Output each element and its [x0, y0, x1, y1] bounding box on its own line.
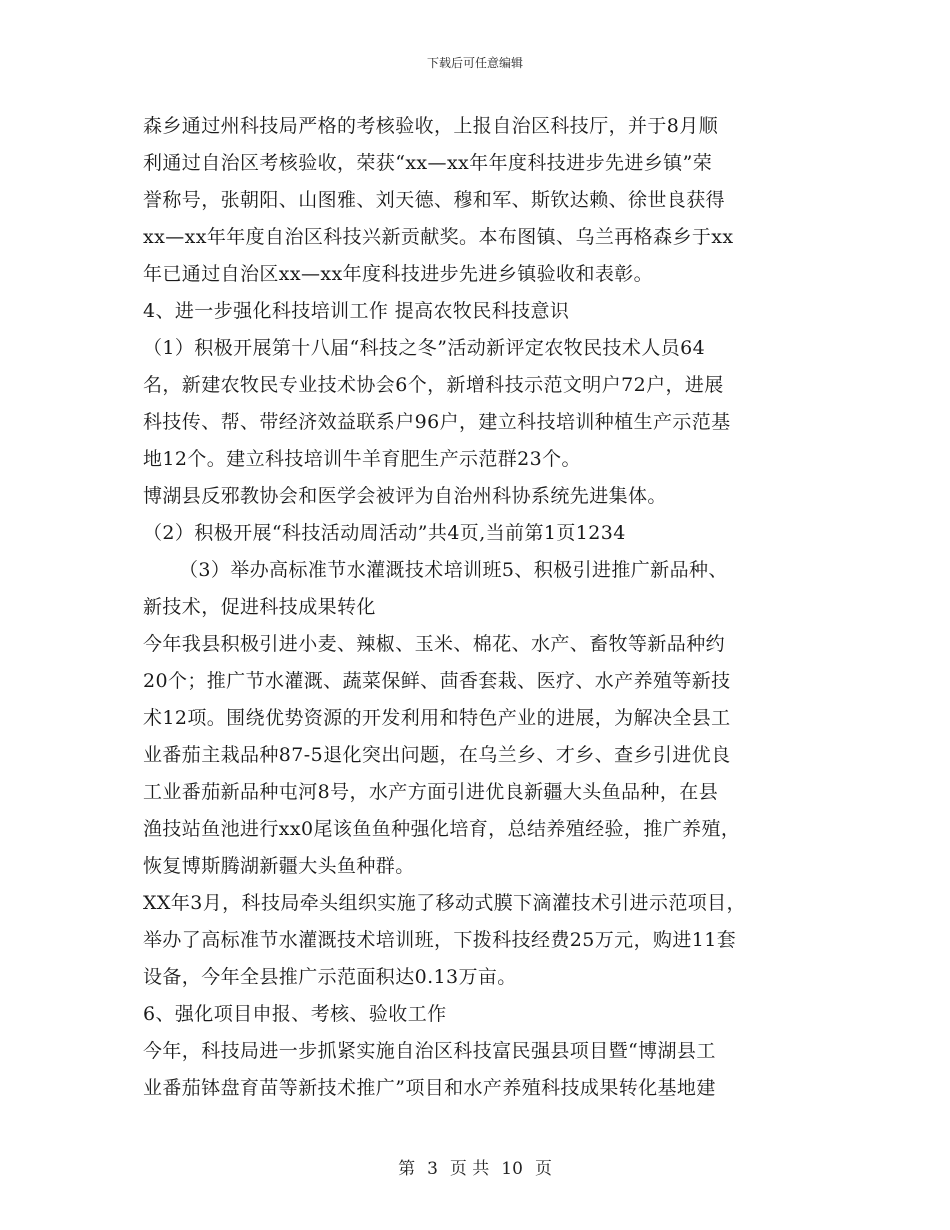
paragraph-line: XX年3月，科技局牵头组织实施了移动式膜下滴灌技术引进示范项目， — [143, 892, 746, 914]
paragraph-line: 地12个。建立科技培训牛羊育肥生产示范群23个。 — [143, 448, 581, 470]
paragraph-line: 举办了高标准节水灌溉技术培训班，下拨科技经费25万元，购进11套 — [143, 929, 737, 951]
paragraph-line: （1）积极开展第十八届“科技之冬”活动新评定农牧民技术人员64 — [143, 337, 706, 359]
paragraph-line: 新技术，促进科技成果转化 — [143, 596, 376, 618]
paragraph-line: 今年，科技局进一步抓紧实施自治区科技富民强县项目暨“博湖县工 — [143, 1040, 716, 1062]
paragraph-line: 工业番茄新品种屯河8号，水产方面引进优良新疆大头鱼品种，在县 — [143, 781, 719, 803]
paragraph-line: 恢复博斯腾湖新疆大头鱼种群。 — [143, 855, 415, 877]
paragraph-line: 渔技站鱼池进行xx0尾该鱼鱼种强化培育，总结养殖经验，推广养殖， — [143, 818, 741, 840]
paragraph-line: 术12项。围绕优势资源的开发利用和特色产业的进展，为解决全县工 — [143, 707, 731, 729]
paragraph-line: xx—xx年年度自治区科技兴新贡献奖。本布图镇、乌兰再格森乡于xx — [143, 226, 734, 248]
paragraph-line: 科技传、帮、带经济效益联系户96户，建立科技培训种植生产示范基 — [143, 411, 731, 433]
paragraph-line: 年已通过自治区xx—xx年度科技进步先进乡镇验收和表彰。 — [143, 263, 654, 285]
footer-suffix: 页 — [534, 1159, 552, 1179]
paragraph-line: 森乡通过州科技局严格的考核验收，上报自治区科技厅，并于8月顺 — [143, 115, 719, 137]
paragraph-line: 20个；推广节水灌溉、蔬菜保鲜、茴香套栽、医疗、水产养殖等新技 — [143, 670, 731, 692]
document-body — [143, 108, 823, 1107]
paragraph-line: 业番茄主栽品种87-5退化突出问题，在乌兰乡、才乡、查乡引进优良 — [143, 744, 731, 766]
footer-middle: 页 共 — [449, 1159, 490, 1179]
paragraph-line: 今年我县积极引进小麦、辣椒、玉米、棉花、水产、畜牧等新品种约 — [143, 633, 726, 655]
paragraph-line: （2）积极开展“科技活动周活动”共4页,当前第1页1234 — [143, 522, 626, 544]
paragraph-line: （3）举办高标准节水灌溉技术培训班5、积极引进推广新品种、 — [179, 559, 728, 581]
page-footer — [0, 1154, 950, 1179]
paragraph-line: 博湖县反邪教协会和医学会被评为自治州科协系统先进集体。 — [143, 485, 667, 507]
paragraph-line: 誉称号，张朝阳、山图雅、刘天德、穆和军、斯钦达赖、徐世良获得 — [143, 189, 726, 211]
paragraph-line: 设备，今年全县推广示范面积达0.13万亩。 — [143, 966, 517, 988]
paragraph-line: 业番茄钵盘育苗等新技术推广”项目和水产养殖科技成果转化基地建 — [143, 1077, 716, 1099]
paragraph-line: 名，新建农牧民专业技术协会6个，新增科技示范文明户72户，进展 — [143, 374, 724, 396]
total-page-count: 10 — [501, 1159, 523, 1179]
current-page-number: 3 — [427, 1159, 438, 1179]
section-heading: 4、进一步强化科技培训工作 提高农牧民科技意识 — [143, 300, 570, 322]
paragraph-line: 利通过自治区考核验收，荣获“xx—xx年年度科技进步先进乡镇”荣 — [143, 152, 713, 174]
section-heading: 6、强化项目申报、考核、验收工作 — [143, 1003, 447, 1025]
page-header: 下载后可任意编辑 — [426, 56, 523, 70]
footer-prefix: 第 — [398, 1159, 416, 1179]
